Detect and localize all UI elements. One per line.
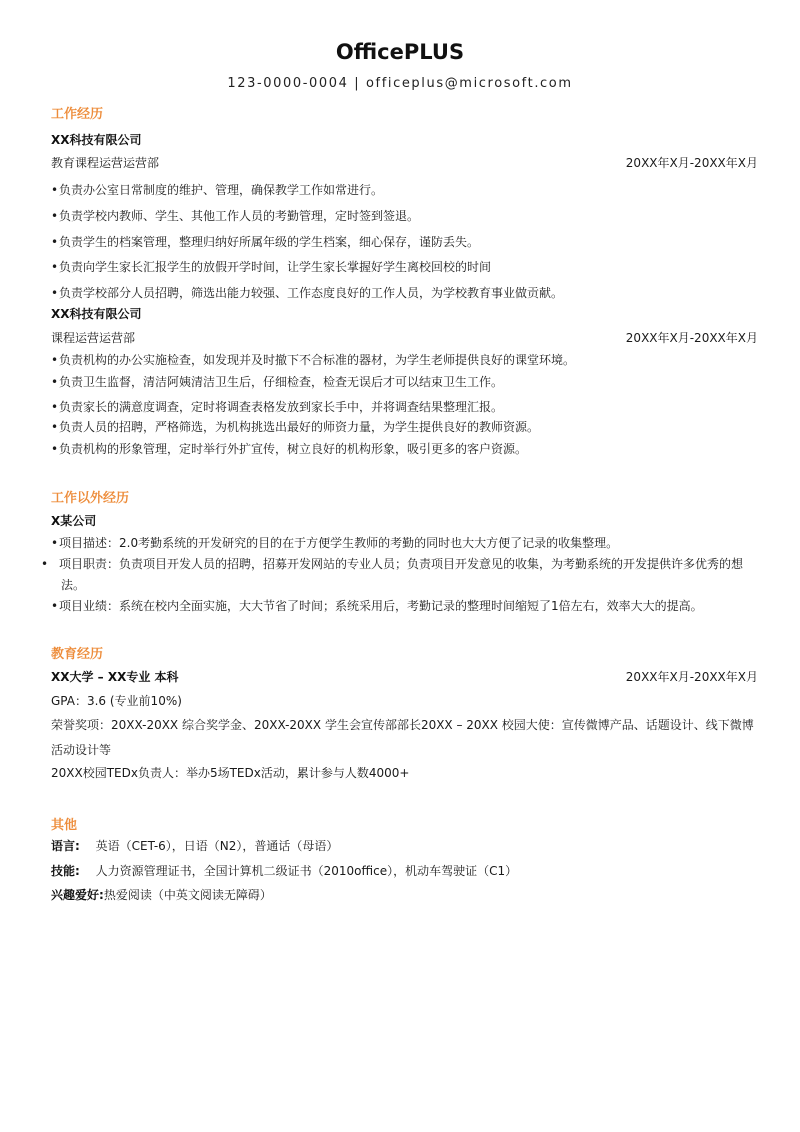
hobby-label: 兴趣爱好: <box>51 888 104 902</box>
job-1-company: XX科技有限公司 <box>51 133 142 147</box>
other-language <box>51 837 759 855</box>
education-date: 20XX年X月-20XX年X月 <box>625 670 758 684</box>
job-1-date: 20XX年X月-20XX年X月 <box>625 156 758 170</box>
job-2-bullet: •负责机构的形象管理，定时举行外扩宣传，树立良好的机构形象，吸引更多的客户资源。 <box>51 442 528 456</box>
job-2-bullet: •负责机构的办公实施检查，如发现并及时撤下不合标准的器材，为学生老师提供良好的课堂环境。 <box>51 353 576 367</box>
job-1-bullet: •负责学校部分人员招聘，筛选出能力较强、工作态度良好的工作人员，为学校教育事业做贡献。 <box>51 286 564 300</box>
other-work-bullet: • 项目职责：负责项目开发人员的招聘，招募开发网站的专业人员；负责项目开发意见的收集，为考勤系统的开发提供许多优秀的想法。 <box>41 557 744 592</box>
job-1-bullet: •负责学校内教师、学生、其他工作人员的考勤管理，定时签到签退。 <box>51 209 420 223</box>
section-title-education: 教育经历 <box>51 647 104 662</box>
section-title-other: 其他 <box>51 818 78 833</box>
job-2-date: 20XX年X月-20XX年X月 <box>625 331 758 345</box>
language-value: 英语（CET-6），日语（N2），普通话（母语） <box>95 839 339 853</box>
job-1-bullet: •负责办公室日常制度的维护、管理，确保教学工作如常进行。 <box>51 183 384 197</box>
skills-value: 人力资源管理证书，全国计算机二级证书（2010office），机动车驾驶证（C1） <box>95 864 518 878</box>
other-work-company: X某公司 <box>51 514 97 528</box>
other-work-bullet: •项目描述：2.0考勤系统的开发研究的目的在于方便学生教师的考勤的同时也大大方便了记录的收集整理。 <box>51 536 619 550</box>
language-label: 语言: <box>51 839 80 853</box>
section-title-work: 工作经历 <box>51 107 104 122</box>
contact-info: 123-0000-0004 | officeplus@microsoft.com <box>227 76 573 91</box>
other-work-bullet: •项目业绩：系统在校内全面实施，大大节省了时间；系统采用后，考勤记录的整理时间缩短了1倍左右，效率大大的提高。 <box>51 599 703 613</box>
education-tedx: 20XX校园TEDx负责人：举办5场TEDx活动，累计参与人数4000+ <box>51 766 410 780</box>
hobby-value: 热爱阅读（中英文阅读无障碍） <box>103 888 272 902</box>
skills-label: 技能: <box>51 864 80 878</box>
candidate-name: OfficePLUS <box>335 40 465 64</box>
job-2-bullet: •负责人员的招聘，严格筛选，为机构挑选出最好的师资力量，为学生提供良好的教师资源。 <box>51 420 540 434</box>
job-1-bullet: •负责学生的档案管理，整理归纳好所属年级的学生档案，细心保存，谨防丢失。 <box>51 235 480 249</box>
other-hobby <box>51 886 759 904</box>
section-title-other-work: 工作以外经历 <box>51 491 130 506</box>
job-1-role: 教育课程运营运营部 <box>51 156 160 170</box>
job-2-role: 课程运营运营部 <box>51 331 136 345</box>
other-skills <box>51 862 759 880</box>
job-2-company: XX科技有限公司 <box>51 307 142 321</box>
job-2-bullet: •负责卫生监督，清洁阿姨清洁卫生后，仔细检查，检查无误后才可以结束卫生工作。 <box>51 375 504 389</box>
education-school: XX大学 – XX专业 本科 <box>51 670 179 684</box>
education-honors: 荣誉奖项：20XX-20XX 综合奖学金、20XX-20XX 学生会宣传部部长20XX – 20XX 校园大使：宣传微博产品、话题设计、线下微博活动设计等 <box>51 718 754 757</box>
job-1-bullet: •负责向学生家长汇报学生的放假开学时间，让学生家长掌握好学生离校回校的时间 <box>51 260 492 274</box>
job-2-bullet: •负责家长的满意度调查，定时将调查表格发放到家长手中，并将调查结果整理汇报。 <box>51 400 504 414</box>
education-gpa: GPA：3.6 (专业前10%) <box>51 694 182 708</box>
